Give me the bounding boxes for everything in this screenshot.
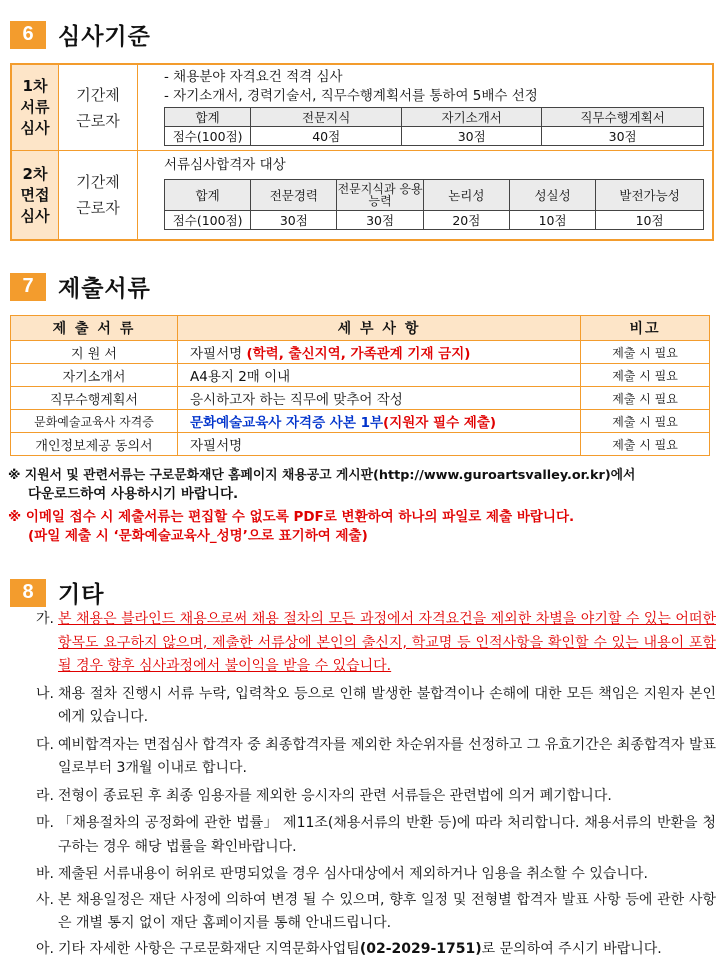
section7-title: 제출서류 bbox=[58, 270, 151, 303]
item-text: 예비합격자는 면접심사 합격자 중 최종합격자를 제외한 차순위자를 선정하고 그 유효기간은 최종합격자 발표일로부터 3개월 이내로 합니다. bbox=[58, 734, 716, 781]
score-header: 직무수행계획서 bbox=[542, 108, 704, 127]
section7-header bbox=[10, 270, 151, 303]
score-header: 발전가능성 bbox=[596, 180, 704, 211]
score-header: 성실성 bbox=[509, 180, 595, 211]
table-row bbox=[11, 410, 710, 433]
score-value: 30점 bbox=[402, 127, 542, 146]
section6-header bbox=[10, 18, 151, 51]
list-item bbox=[36, 785, 716, 809]
score-value: 30점 bbox=[337, 211, 423, 230]
item-label: 바. bbox=[36, 863, 58, 887]
employment-type: 기간제 근로자 bbox=[59, 151, 138, 239]
document-detail: 응시하고자 하는 직무에 맞추어 작성 bbox=[178, 387, 581, 410]
column-header: 제 출 서 류 bbox=[11, 316, 178, 341]
section8-header bbox=[10, 576, 104, 609]
item-text: 제출된 서류내용이 허위로 판명되었을 경우 심사대상에서 제외하거나 임용을 취소할 수 있습니다. bbox=[58, 863, 716, 887]
score-value: 20점 bbox=[423, 211, 509, 230]
score-value: 30점 bbox=[251, 211, 337, 230]
table-row bbox=[11, 364, 710, 387]
document-note: 제출 시 필요 bbox=[581, 341, 710, 364]
criteria-line: - 자기소개서, 경력기술서, 직무수행계획서를 통하여 5배수 선정 bbox=[164, 87, 704, 106]
email-note-cont: (파일 제출 시 ‘문화예술교육사_성명’으로 표기하여 제출) bbox=[28, 527, 368, 546]
document-name: 지 원 서 bbox=[11, 341, 178, 364]
section7-number: 7 bbox=[10, 273, 46, 301]
documents-table bbox=[10, 315, 710, 456]
list-item bbox=[36, 683, 716, 730]
section6-number: 6 bbox=[10, 21, 46, 49]
evaluation-body bbox=[138, 65, 712, 150]
score-header: 전문지식과 응용능력 bbox=[337, 180, 423, 211]
table-row bbox=[11, 433, 710, 456]
document-note: 제출 시 필요 bbox=[581, 364, 710, 387]
item-text: 본 채용은 블라인드 채용으로써 채용 절차의 모든 과정에서 자격요건을 제외한 차별을 야기할 수 있는 어떠한 항목도 요구하지 않으며, 제출한 서류상에 본인의 출신지, 학교명 등 인적사항을 확인할 수 있는 내용이 포함될 경우 향후 심사과정에서 불이익을 받을 수 있습니다. bbox=[58, 608, 716, 679]
score-header: 자기소개서 bbox=[402, 108, 542, 127]
column-header: 세 부 사 항 bbox=[178, 316, 581, 341]
document-note: 제출 시 필요 bbox=[581, 410, 710, 433]
document-detail: 자필서명 bbox=[178, 433, 581, 456]
list-item bbox=[36, 812, 716, 859]
list-item bbox=[36, 889, 716, 936]
item-label: 아. bbox=[36, 938, 58, 961]
item-text: 전형이 종료된 후 최종 임용자를 제외한 응시자의 관련 서류들은 관련법에 의거 폐기합니다. bbox=[58, 785, 716, 809]
item-label: 라. bbox=[36, 785, 58, 809]
item-text: 기타 자세한 사항은 구로문화재단 지역문화사업팀(02-2029-1751)로 문의하여 주시기 바랍니다. bbox=[58, 938, 716, 961]
table-row bbox=[11, 387, 710, 410]
section8-title: 기타 bbox=[58, 576, 104, 609]
table-row bbox=[11, 341, 710, 364]
document-name: 직무수행계획서 bbox=[11, 387, 178, 410]
document-note: 제출 시 필요 bbox=[581, 433, 710, 456]
evaluation-criteria-table bbox=[10, 63, 714, 241]
item-label: 다. bbox=[36, 734, 58, 781]
item-label: 나. bbox=[36, 683, 58, 730]
item-label: 마. bbox=[36, 812, 58, 859]
score-value: 40점 bbox=[251, 127, 402, 146]
item-label: 가. bbox=[36, 608, 58, 679]
score-value: 10점 bbox=[596, 211, 704, 230]
section8-number: 8 bbox=[10, 579, 46, 607]
evaluation-row-2 bbox=[12, 150, 712, 239]
score-header: 논리성 bbox=[423, 180, 509, 211]
document-name: 개인정보제공 동의서 bbox=[11, 433, 178, 456]
score-header: 전문지식 bbox=[251, 108, 402, 127]
score-table bbox=[164, 179, 704, 230]
document-name: 자기소개서 bbox=[11, 364, 178, 387]
score-value: 10점 bbox=[509, 211, 595, 230]
documents-header-row bbox=[11, 316, 710, 341]
item-label: 사. bbox=[36, 889, 58, 936]
evaluation-body bbox=[138, 151, 712, 239]
score-value: 점수(100점) bbox=[165, 211, 251, 230]
document-name: 문화예술교육사 자격증 bbox=[11, 410, 178, 433]
item-text: 「채용절차의 공정화에 관한 법률」 제11조(채용서류의 반환 등)에 따라 처리합니다. 채용서류의 반환을 청구하는 경우 해당 법률을 확인바랍니다. bbox=[58, 812, 716, 859]
score-value: 30점 bbox=[542, 127, 704, 146]
list-item bbox=[36, 608, 716, 679]
email-note: ※ 이메일 접수 시 제출서류는 편집할 수 없도록 PDF로 변환하여 하나의 파일로 제출 바랍니다. bbox=[8, 508, 574, 527]
stage-label: 1차 서류 심사 bbox=[12, 65, 59, 150]
document-detail: 자필서명 (학력, 출신지역, 가족관계 기재 금지) bbox=[178, 341, 581, 364]
list-item bbox=[36, 863, 716, 887]
item-text: 본 채용일정은 재단 사정에 의하여 변경 될 수 있으며, 향후 일정 및 전형별 합격자 발표 사항 등에 관한 사항은 개별 통지 없이 재단 홈페이지를 통해 안내드립니다. bbox=[58, 889, 716, 936]
score-header: 합계 bbox=[165, 108, 251, 127]
list-item bbox=[36, 938, 716, 961]
other-info-list bbox=[36, 608, 716, 961]
list-item bbox=[36, 734, 716, 781]
document-note: 제출 시 필요 bbox=[581, 387, 710, 410]
evaluation-row-1 bbox=[12, 65, 712, 150]
employment-type: 기간제 근로자 bbox=[59, 65, 138, 150]
criteria-line: - 채용분야 자격요건 적격 심사 bbox=[164, 68, 704, 87]
column-header: 비고 bbox=[581, 316, 710, 341]
score-header: 합계 bbox=[165, 180, 251, 211]
download-note: ※ 지원서 및 관련서류는 구로문화재단 홈페이지 채용공고 게시판(http://www.guroartsvalley.or.kr)에서 bbox=[8, 466, 635, 485]
score-value: 점수(100점) bbox=[165, 127, 251, 146]
document-detail: 문화예술교육사 자격증 사본 1부(지원자 필수 제출) bbox=[178, 410, 581, 433]
stage-label: 2차 면접 심사 bbox=[12, 151, 59, 239]
criteria-line: 서류심사합격자 대상 bbox=[164, 156, 704, 175]
document-detail: A4용지 2매 이내 bbox=[178, 364, 581, 387]
download-note-cont: 다운로드하여 사용하시기 바랍니다. bbox=[28, 485, 238, 504]
score-table bbox=[164, 107, 704, 146]
score-header: 전문경력 bbox=[251, 180, 337, 211]
section6-title: 심사기준 bbox=[58, 18, 151, 51]
item-text: 채용 절차 진행시 서류 누락, 입력착오 등으로 인해 발생한 불합격이나 손해에 대한 모든 책임은 지원자 본인에게 있습니다. bbox=[58, 683, 716, 730]
